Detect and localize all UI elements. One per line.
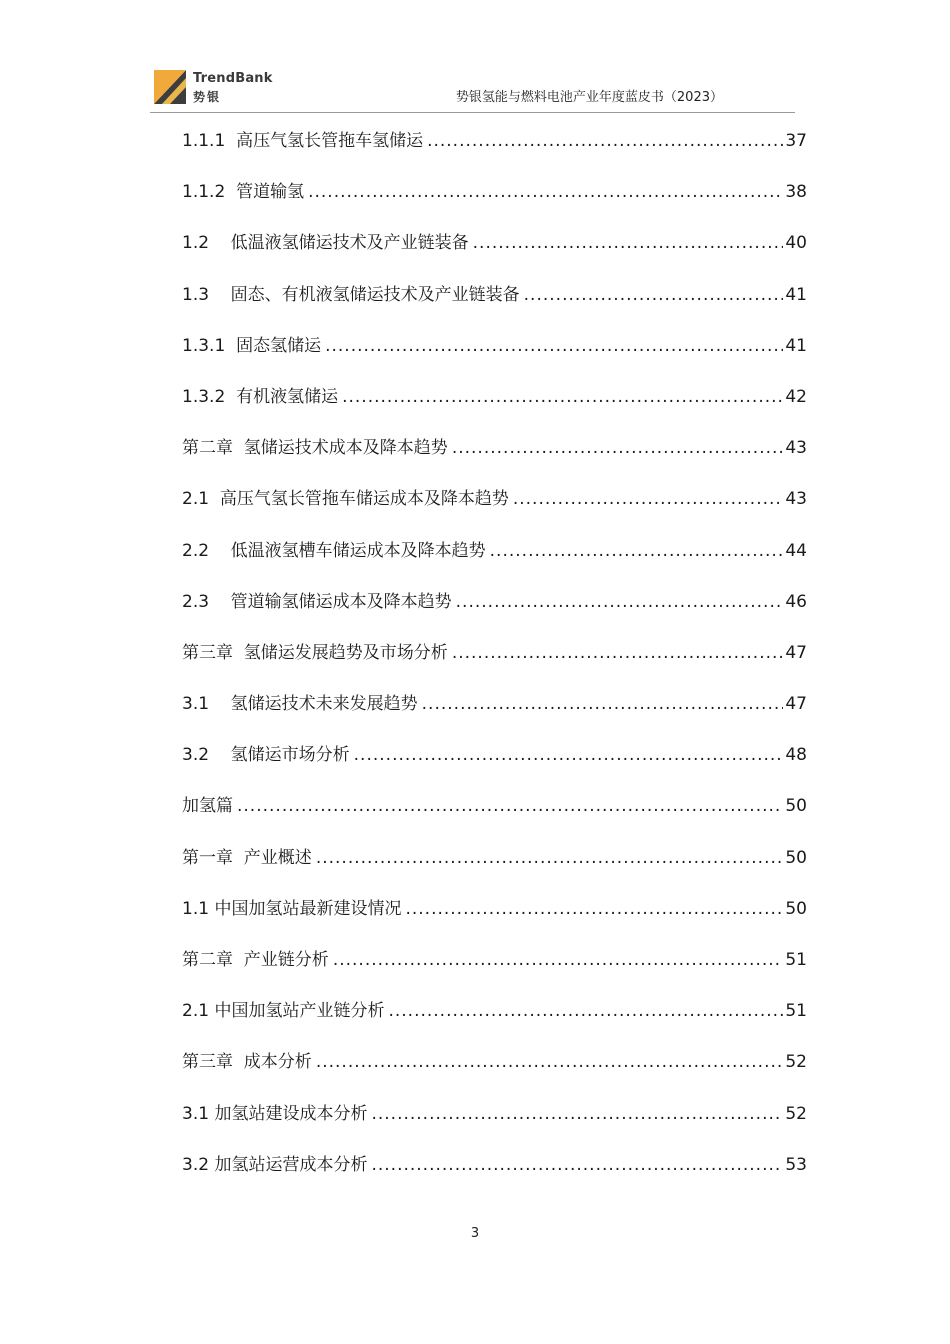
toc-entry-page: 52: [785, 1052, 807, 1073]
toc-entry-title: 第三章 氢储运发展趋势及市场分析: [182, 642, 448, 663]
toc-dot-leader: [490, 536, 784, 566]
toc-entry-title: 第一章 产业概述: [182, 847, 312, 868]
toc-entry-title: 1.1.2 管道输氢: [182, 182, 305, 203]
toc-dot-leader: [452, 638, 784, 668]
toc-entry[interactable]: [182, 638, 807, 689]
table-of-contents: [182, 126, 807, 1201]
toc-entry[interactable]: [182, 382, 807, 433]
toc-dot-leader: [427, 126, 783, 156]
toc-entry-page: 41: [785, 284, 807, 305]
toc-entry[interactable]: [182, 1047, 807, 1098]
toc-dot-leader: [333, 945, 784, 975]
toc-dot-leader: [371, 1099, 783, 1129]
toc-entry-title: 3.1 氢储运技术未来发展趋势: [182, 694, 418, 715]
page-number: 3: [470, 1226, 480, 1241]
toc-entry-page: 43: [785, 489, 807, 510]
toc-entry-title: 1.2 低温液氢储运技术及产业链装备: [182, 233, 469, 254]
toc-dot-leader: [388, 996, 783, 1026]
toc-dot-leader: [371, 1150, 783, 1180]
toc-dot-leader: [354, 740, 784, 770]
toc-entry[interactable]: [182, 484, 807, 535]
toc-entry-title: 2.3 管道输氢储运成本及降本趋势: [182, 591, 452, 612]
toc-entry-title: 加氢篇: [182, 796, 233, 817]
toc-entry[interactable]: [182, 587, 807, 638]
toc-entry[interactable]: [182, 740, 807, 791]
toc-dot-leader: [524, 280, 784, 310]
toc-dot-leader: [456, 587, 784, 617]
toc-entry-title: 1.3 固态、有机液氢储运技术及产业链装备: [182, 284, 520, 305]
toc-entry[interactable]: [182, 126, 807, 177]
toc-entry-title: 1.1.1 高压气氢长管拖车氢储运: [182, 131, 424, 151]
toc-entry-title: 1.1 中国加氢站最新建设情况: [182, 898, 402, 919]
document-title: 势银氢能与燃料电池产业年度蓝皮书（2023）: [455, 90, 723, 105]
toc-entry[interactable]: [182, 331, 807, 382]
toc-entry-title: 2.1 高压气氢长管拖车储运成本及降本趋势: [182, 489, 509, 510]
toc-dot-leader: [452, 433, 784, 463]
logo-text-en: TrendBank: [193, 71, 273, 86]
toc-entry-page: 40: [785, 233, 807, 254]
toc-entry-page: 53: [785, 1154, 807, 1175]
toc-entry[interactable]: [182, 996, 807, 1047]
toc-entry-page: 50: [785, 847, 807, 868]
toc-entry-page: 50: [785, 796, 807, 817]
toc-entry[interactable]: [182, 536, 807, 587]
toc-dot-leader: [473, 228, 784, 258]
toc-entry[interactable]: [182, 280, 807, 331]
toc-entry-page: 47: [785, 694, 807, 715]
toc-entry[interactable]: [182, 843, 807, 894]
toc-dot-leader: [513, 484, 784, 514]
toc-entry-page: 41: [785, 335, 807, 356]
toc-entry[interactable]: [182, 791, 807, 842]
toc-entry-page: 50: [785, 898, 807, 919]
toc-entry-page: 43: [785, 438, 807, 459]
toc-entry-title: 第二章 产业链分析: [182, 950, 329, 970]
toc-entry[interactable]: [182, 177, 807, 228]
toc-dot-leader: [308, 177, 783, 207]
toc-dot-leader: [316, 843, 784, 873]
toc-dot-leader: [316, 1047, 784, 1077]
toc-entry[interactable]: [182, 433, 807, 484]
toc-entry-page: 37: [785, 131, 807, 151]
toc-entry-title: 3.1 加氢站建设成本分析: [182, 1103, 368, 1124]
page-header: [150, 68, 795, 114]
toc-entry[interactable]: [182, 894, 807, 945]
toc-dot-leader: [422, 689, 784, 719]
toc-entry-title: 1.3.1 固态氢储运: [182, 335, 322, 356]
toc-dot-leader: [237, 791, 783, 821]
toc-entry-title: 3.2 加氢站运营成本分析: [182, 1154, 368, 1175]
toc-dot-leader: [342, 382, 783, 412]
toc-entry[interactable]: [182, 689, 807, 740]
toc-entry-page: 38: [785, 182, 807, 203]
toc-entry-title: 1.3.2 有机液氢储运: [182, 386, 339, 407]
trendbank-logo-icon: [154, 70, 186, 104]
toc-entry-page: 48: [785, 745, 807, 766]
toc-entry-page: 44: [785, 540, 807, 561]
toc-entry[interactable]: [182, 1150, 807, 1201]
toc-entry-page: 42: [785, 386, 807, 407]
toc-entry-page: 51: [785, 950, 807, 970]
toc-entry-page: 51: [785, 1001, 807, 1022]
toc-entry-title: 第三章 成本分析: [182, 1052, 312, 1073]
toc-entry[interactable]: [182, 945, 807, 996]
toc-entry-title: 2.2 低温液氢槽车储运成本及降本趋势: [182, 540, 486, 561]
logo-text-cn: 势银: [193, 90, 222, 104]
toc-entry-title: 2.1 中国加氢站产业链分析: [182, 1001, 385, 1022]
toc-dot-leader: [405, 894, 783, 924]
toc-entry[interactable]: [182, 228, 807, 279]
toc-entry-page: 46: [785, 591, 807, 612]
toc-entry-page: 47: [785, 642, 807, 663]
toc-entry[interactable]: [182, 1099, 807, 1150]
toc-entry-page: 52: [785, 1103, 807, 1124]
toc-dot-leader: [325, 331, 783, 361]
toc-entry-title: 第二章 氢储运技术成本及降本趋势: [182, 438, 448, 459]
toc-entry-title: 3.2 氢储运市场分析: [182, 745, 350, 766]
header-divider: [150, 112, 795, 113]
